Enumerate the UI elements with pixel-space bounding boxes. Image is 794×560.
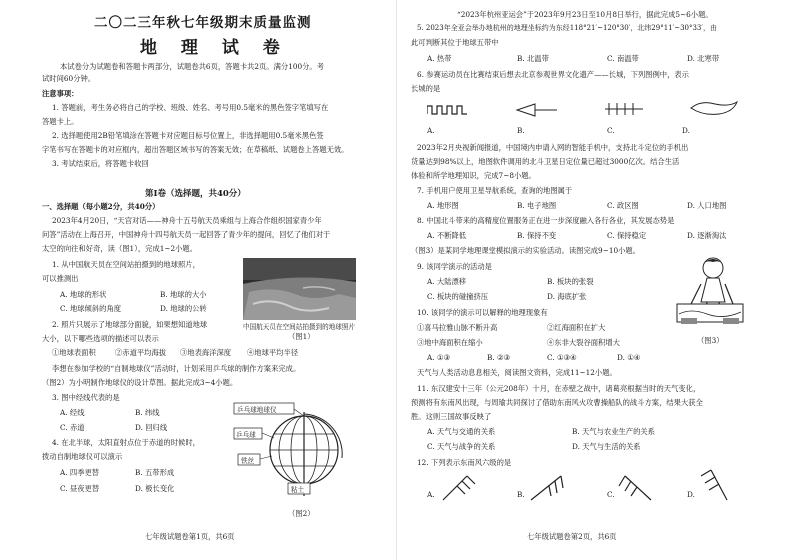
fig1-label: （图1） — [288, 332, 315, 341]
q10-item-3: ③地中海面积在缩小 — [417, 338, 483, 347]
q6-option-a: A. — [427, 126, 435, 135]
q2-item-1: ①地球表面积 — [52, 348, 96, 357]
q10-option-b: B. ②③ — [487, 353, 511, 362]
wind-barb-c-icon — [617, 470, 657, 504]
q12-option-d: D. — [687, 490, 695, 499]
q1-option-d: D. 地球的公转 — [160, 304, 207, 313]
earth-photo — [243, 258, 356, 320]
q5-option-d: D. 北寒带 — [687, 54, 720, 63]
q6-stem-2: 长城的是 — [411, 84, 441, 93]
para1-line-1: 2023年4月20日，“天宫对话——神舟十五号航天员乘组与上海合作组织国家青少年 — [52, 216, 322, 225]
q8-option-b: B. 保持不变 — [517, 231, 557, 240]
section-1-title: 一、选择题（每小题2分，共40分） — [42, 202, 160, 211]
q4-option-a: A. 四季更替 — [60, 468, 100, 477]
q11-option-b: B. 天气与农业生产的关系 — [572, 427, 655, 436]
q11-stem: 11. 东汉建安十三年（公元208年）十月，在赤壁之战中，诸葛亮根据当时的天气变化， — [417, 384, 701, 393]
r-para2-line-2: 货量达到98%以上，地图软件调用的北斗卫星日定位量已超过3000亿次。结合生活 — [411, 157, 680, 166]
left-footer: 七年级试题卷第1页，共6页 — [145, 532, 235, 541]
q10-item-1: ①喜马拉雅山脉不断升高 — [417, 323, 498, 332]
q9-option-b: B. 板块的张裂 — [547, 277, 594, 286]
r-q5-stem: 5. 2023年全亚会举办地杭州的地理坐标约为东经118°21′~120°30′，北纬29°11′~30°33′，由 — [417, 24, 717, 32]
right-footer: 七年级试题卷第2页，共6页 — [527, 532, 617, 541]
q12-option-c: C. — [607, 490, 615, 499]
q10-option-d: D. ①④ — [617, 353, 641, 362]
r-q5-stem-2: 此可判断其位于地球五带中 — [411, 38, 499, 47]
r-para3: （图3）是某同学地理课堂模拟演示的实验活动。读图完成9~10小题。 — [411, 246, 640, 255]
q8-stem: 8. 中国北斗带来的高精度位置服务正在进一步深度融入各行各业，其发展态势是 — [417, 216, 675, 225]
q3-option-a: A. 经线 — [60, 408, 85, 417]
q4-stem-2: 拨动自制地球仪可以演示 — [42, 452, 123, 461]
q4-stem: 4. 在北半球，太阳直射点位于赤道的时候时， — [52, 438, 200, 447]
q3-option-b: B. 纬线 — [135, 408, 160, 417]
q3-stem: 3. 图中经线代表的是 — [52, 393, 120, 402]
fig2-label-globe: 乒乓球地球仪 — [237, 406, 277, 414]
q8-option-c: C. 保持稳定 — [607, 231, 647, 240]
q7-option-c: C. 政区图 — [607, 201, 639, 210]
fig2-label-wire: 铁丝 — [241, 457, 255, 465]
wind-barb-d-icon — [697, 466, 737, 504]
q5-option-a: A. 热带 — [427, 54, 452, 63]
q10-item-4: ④东非大裂谷面积增大 — [547, 338, 620, 347]
para2-line-2: （图2）为小明制作地球仪的设计草图。据此完成3~4小题。 — [42, 378, 238, 387]
subject-title: 地 理 试 卷 — [140, 38, 289, 58]
fig2-label-clay: 粘土 — [291, 486, 305, 494]
intro-line-2: 试时间60分钟。 — [42, 74, 96, 83]
r-para2-line-1: 2023年2月央视新闻报道，中国境内申请入网的智能手机中，支持北斗定位的手机出 — [417, 143, 689, 152]
q4-option-b: B. 五带形成 — [135, 468, 175, 477]
q3-option-c: C. 赤道 — [60, 423, 85, 432]
q11-option-a: A. 天气与交通的关系 — [427, 427, 496, 436]
wind-barb-b-icon — [527, 470, 567, 504]
q9-option-c: C. 板块的碰撞挤压 — [427, 292, 489, 301]
symbol-b-icon — [515, 102, 559, 118]
q2-item-4: ④地球平均半径 — [247, 348, 299, 357]
wind-barb-a-icon — [437, 470, 477, 504]
fig1-caption: 中国航天员在空间站拍摄到的地球照片 — [243, 323, 356, 331]
q1-stem: 1. 从中国航天员在空间站拍摄到的地球照片， — [52, 260, 200, 269]
q12-option-b: B. — [517, 490, 525, 499]
q7-option-a: A. 地形图 — [427, 201, 459, 210]
q9-stem: 9. 该同学演示的活动是 — [417, 262, 492, 271]
q10-stem: 10. 该同学的演示可以解释的地理现象有 — [417, 308, 548, 317]
q2-item-2: ②赤道平均海拔 — [115, 348, 167, 357]
q9-option-a: A. 大陆漂移 — [427, 277, 467, 286]
q9-option-d: D. 海底扩张 — [547, 292, 587, 301]
intro-line-1: 本试卷分为试题卷和答题卡两部分，试题卷共6页，答题卡共2页。满分100分。考 — [60, 62, 325, 71]
exam-title: 二〇二三年秋七年级期末质量监测 — [94, 15, 312, 31]
q6-option-b: B. — [517, 126, 525, 135]
student-demo-figure — [667, 254, 749, 334]
notes-title: 注意事项： — [42, 89, 79, 98]
q6-option-d: D. — [682, 126, 690, 135]
right-page — [397, 0, 794, 560]
q1-option-b: B. 地球的大小 — [160, 290, 207, 299]
q8-option-d: D. 逐渐淘汰 — [687, 231, 727, 240]
q11-option-c: C. 天气与战争的关系 — [427, 442, 496, 451]
note-2: 2. 选择题使用2B铅笔填涂在答题卡对应题目标号位置上，非选择题用0.5毫米黑色签 — [52, 131, 324, 140]
note-3: 3. 考试结束后，将答题卡收回 — [52, 159, 149, 168]
symbol-c-icon — [603, 100, 645, 118]
r-para1-line-1: “2023年杭州亚运会”于2023年9月23日至10月8日举行，据此完成5~6小题。 — [457, 10, 713, 19]
q8-option-a: A. 不断降低 — [427, 231, 467, 240]
note-2b: 字笔书写在答题卡的对应框内，超出答题区域书写的答案无效；在草稿纸、试题卷上答题无效。 — [42, 145, 349, 154]
para2-line-1: 李想在参加学校的“自制地球仪”活动时，计划采用乒乓球的制作方案来完成。 — [52, 364, 301, 373]
r-para2-line-3: 体验和所学地理知识，完成7~8小题。 — [411, 171, 536, 180]
q11-option-d: D. 天气与生活的关系 — [572, 442, 641, 451]
great-wall-symbol-a — [427, 102, 469, 118]
q11-stem-2: 预测将有东南风出现，与周瑜共同探讨了借助东南风火攻曹操船队的战斗方案，结果大获全 — [411, 398, 703, 407]
q1-stem-2: 可以推测出 — [42, 274, 79, 283]
q10-option-a: A. ①③ — [427, 353, 450, 362]
q2-stem-2: 大小，以下哪些选项的描述可以表示 — [42, 334, 159, 343]
q5-option-c: C. 南温带 — [607, 54, 639, 63]
q12-stem: 12. 下列表示东南风六级的是 — [417, 458, 512, 467]
q4-option-c: C. 昼夜更替 — [60, 484, 100, 493]
symbol-d-icon — [689, 98, 739, 120]
q7-option-d: D. 人口地图 — [687, 201, 727, 210]
q10-option-c: C. ①③④ — [547, 353, 577, 362]
q2-stem: 2. 照片只展示了地球部分面貌，如果想知道地球 — [52, 320, 208, 329]
note-1: 1. 答题前，考生务必将自己的学校、班级、姓名、考号用0.5毫米的黑色签字笔填写在 — [52, 103, 329, 112]
q6-option-c: C. — [607, 126, 615, 135]
r-para4: 天气与人类活动息息相关，阅读图文资料，完成11~12小题。 — [417, 368, 617, 377]
q4-option-d: D. 极长变化 — [135, 484, 175, 493]
para1-line-2: 问答”活动在上海召开，中国神舟十四号航天员一起回答了青少年的提问，回忆了他们对于 — [42, 230, 331, 239]
q11-stem-3: 胜。这则三国故事反映了 — [411, 412, 492, 421]
q7-option-b: B. 电子地图 — [517, 201, 557, 210]
q2-item-3: ③地表海洋深度 — [180, 348, 232, 357]
q3-option-d: D. 回归线 — [135, 423, 168, 432]
fig2-label-ball: 乒乓球 — [236, 431, 256, 439]
note-1b: 答题卡上。 — [42, 117, 79, 126]
q7-stem: 7. 手机用户使用卫星导航系统，查询的地图属于 — [417, 186, 573, 195]
part1-title: 第Ⅰ卷（选择题，共40分） — [145, 189, 246, 199]
q10-item-2: ②红海面积在扩大 — [547, 323, 606, 332]
q1-option-c: C. 地球倾斜的角度 — [60, 304, 122, 313]
q12-option-a: A. — [427, 490, 435, 499]
q5-option-b: B. 北温带 — [517, 54, 549, 63]
q1-option-a: A. 地球的形状 — [60, 290, 107, 299]
q6-stem: 6. 参赛运动员在比赛结束后想去北京参观世界文化遗产——长城，下列图例中，表示 — [417, 70, 689, 79]
fig2-label: （图2） — [288, 509, 315, 518]
fig3-label: （图3） — [697, 336, 724, 345]
para1-line-3: 太空的向往和好奇，读（图1），完成1~2小题。 — [42, 244, 198, 253]
